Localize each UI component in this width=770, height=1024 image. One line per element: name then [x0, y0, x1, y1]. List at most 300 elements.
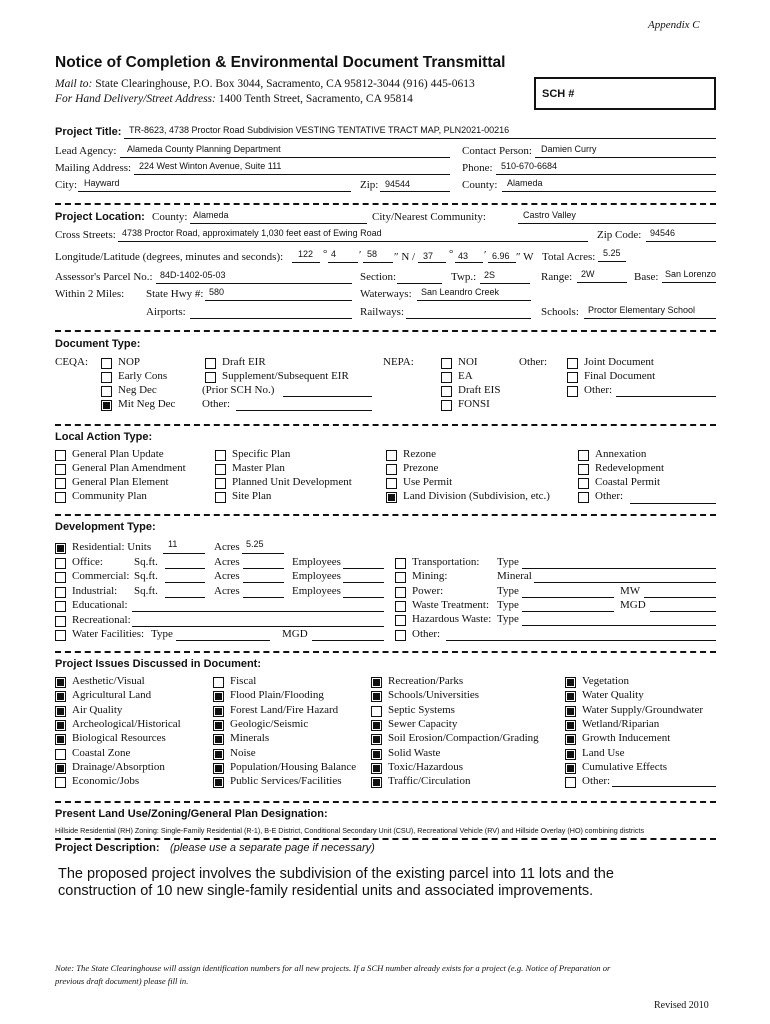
checkbox-label-neg-dec: Neg Dec	[118, 384, 157, 396]
dev-line	[132, 611, 384, 612]
dev-right-line	[522, 568, 716, 569]
project-location-heading: Project Location:	[55, 211, 145, 223]
checkbox-label-vegetation: Vegetation	[582, 675, 630, 687]
dev-type-label: Type	[497, 585, 519, 597]
checkbox-traffic-circulation[interactable]	[371, 777, 382, 788]
project-title-value[interactable]: TR-8623, 4738 Proctor Road Subdivision VESTING TENTATIVE TRACT MAP, PLN2021-00216	[129, 125, 510, 135]
airports-label: Airports:	[146, 306, 186, 318]
ceqa-label: CEQA:	[55, 356, 88, 368]
checkbox-label-community-plan: Community Plan	[72, 490, 147, 502]
sqft-label: Sq.ft.	[134, 570, 158, 582]
project-title-line	[124, 138, 716, 139]
employees-label: Employees	[292, 585, 341, 597]
checkbox-hazardous-waste[interactable]	[395, 615, 406, 626]
checkbox-fonsi[interactable]	[441, 400, 452, 411]
checkbox-label-growth-inducement: Growth Inducement	[582, 732, 671, 744]
lat-degrees-line	[418, 262, 446, 263]
checkbox-other[interactable]	[578, 492, 589, 503]
community-line	[518, 223, 716, 224]
issues-other-line	[612, 786, 716, 787]
checkbox-draft-eis[interactable]	[441, 386, 452, 397]
checkbox-solid-waste[interactable]	[371, 749, 382, 760]
section-divider	[55, 203, 716, 205]
checkbox-cumulative-effects[interactable]	[565, 763, 576, 774]
twp-line	[480, 283, 530, 284]
local-action-heading: Local Action Type:	[55, 431, 153, 443]
railways-label: Railways:	[360, 306, 404, 318]
revised-label: Revised 2010	[654, 1000, 709, 1011]
checkbox-label-draft-eir: Draft EIR	[222, 356, 266, 368]
acres-line	[243, 568, 284, 569]
checkbox-label-other: Other:	[595, 490, 624, 502]
checkbox-label-noise: Noise	[230, 747, 256, 759]
contact-person-value[interactable]: Damien Curry	[541, 144, 597, 154]
hand-delivery-line: For Hand Delivery/Street Address: 1400 Tenth Street, Sacramento, CA 95814	[55, 93, 413, 105]
checkbox-label-fonsi: FONSI	[458, 398, 490, 410]
lon-seconds[interactable]: 58	[367, 249, 378, 259]
seconds-w-label: ″ W	[516, 251, 534, 263]
checkbox-label-water-supply-groundwater: Water Supply/Groundwater	[582, 704, 703, 716]
land-use-heading: Present Land Use/Zoning/General Plan Designation:	[55, 808, 328, 820]
checkbox-label-hazardous-waste: Hazardous Waste:	[412, 613, 492, 625]
twp-value[interactable]: 2S	[484, 270, 496, 280]
lat-seconds[interactable]: 6.96	[492, 251, 510, 261]
doc-other-line	[616, 396, 716, 397]
schools-label: Schools:	[541, 306, 579, 318]
checkbox-label-recreation-parks: Recreation/Parks	[388, 675, 464, 687]
checkbox-nop[interactable]	[101, 358, 112, 369]
dev-line	[132, 626, 384, 627]
checkbox-economic-jobs[interactable]	[55, 777, 66, 788]
checkbox-septic-systems[interactable]	[371, 706, 382, 717]
phone-value[interactable]: 510-670-6684	[501, 161, 558, 171]
checkbox-label-land-division-subdivision-etc: Land Division (Subdivision, etc.)	[403, 490, 550, 502]
minute-symbol: ′	[359, 249, 362, 261]
appendix-label: Appendix C	[648, 19, 700, 31]
checkbox-site-plan[interactable]	[215, 492, 226, 503]
checkbox-label-soil-erosion-compaction-grading: Soil Erosion/Compaction/Grading	[388, 732, 539, 744]
footer-note-line1: Note: The State Clearinghouse will assign identification numbers for all new projects. If a SCH number already exists for a project (e.g. Notice of Preparation or	[55, 963, 611, 973]
lead-agency-value[interactable]: Alameda County Planning Department	[127, 144, 281, 154]
dev-type-label: Type	[497, 556, 519, 568]
state-hwy-line	[205, 300, 352, 301]
waterways-label: Waterways:	[360, 288, 412, 300]
form-title: Notice of Completion & Environmental Document Transmittal	[55, 54, 506, 71]
location-county-line	[190, 223, 367, 224]
checkbox-label-wetland-riparian: Wetland/Riparian	[582, 718, 660, 730]
checkbox-noise[interactable]	[213, 749, 224, 760]
checkbox-noi[interactable]	[441, 358, 452, 369]
zip-code-line	[646, 241, 716, 242]
checkbox-label-recreational: Recreational:	[72, 614, 131, 626]
checkbox-recreation-parks[interactable]	[371, 677, 382, 688]
checkbox-label-solid-waste: Solid Waste	[388, 747, 441, 759]
sqft-line	[165, 568, 205, 569]
community-value[interactable]: Castro Valley	[523, 210, 576, 220]
section-divider	[55, 330, 716, 332]
acres-line	[243, 597, 284, 598]
apn-value[interactable]: 84D-1402-05-03	[160, 270, 226, 280]
checkbox-general-plan-amendment[interactable]	[55, 464, 66, 475]
lon-degrees-line	[292, 262, 320, 263]
checkbox-label-nop: NOP	[118, 356, 141, 368]
checkbox-label-cumulative-effects: Cumulative Effects	[582, 761, 668, 773]
dev-type-label: Type	[497, 599, 519, 611]
section-divider	[55, 838, 716, 840]
checkbox-neg-dec[interactable]	[101, 386, 112, 397]
checkbox-label-forest-land-fire-hazard: Forest Land/Fire Hazard	[230, 704, 339, 716]
waste-mgd-label: MGD	[620, 599, 646, 611]
total-acres-label: Total Acres:	[542, 251, 596, 263]
checkbox-archeological-historical[interactable]	[55, 720, 66, 731]
total-acres-value[interactable]: 5.25	[603, 248, 621, 258]
checkbox-label-mining: Mining:	[412, 570, 448, 582]
checkbox-specific-plan[interactable]	[215, 450, 226, 461]
checkbox-recreational[interactable]	[55, 616, 66, 627]
lat-minutes[interactable]: 43	[458, 251, 469, 261]
location-county-label: County:	[152, 211, 188, 223]
phone-line	[496, 174, 716, 175]
dev-type-label: Mineral	[497, 570, 532, 582]
project-description-note: (please use a separate page if necessary)	[170, 842, 375, 854]
water-mgd-line	[312, 640, 384, 641]
sqft-label: Sq.ft.	[134, 556, 158, 568]
water-type-label: Type	[151, 628, 173, 640]
range-label: Range:	[541, 271, 573, 283]
checkbox-land-use[interactable]	[565, 749, 576, 760]
checkbox-label-master-plan: Master Plan	[232, 462, 285, 474]
checkbox-mit-neg-dec[interactable]	[101, 400, 112, 411]
checkbox-label-site-plan: Site Plan	[232, 490, 272, 502]
checkbox-water-supply-groundwater[interactable]	[565, 706, 576, 717]
checkbox-label-geologic-seismic: Geologic/Seismic	[230, 718, 309, 730]
contact-person-label: Contact Person:	[462, 145, 532, 157]
checkbox-growth-inducement[interactable]	[565, 734, 576, 745]
waterways-line	[417, 300, 531, 301]
checkbox-drainage-absorption[interactable]	[55, 763, 66, 774]
doc-other-label: Other:	[519, 356, 548, 368]
checkbox-toxic-hazardous[interactable]	[371, 763, 382, 774]
checkbox-label-traffic-circulation: Traffic/Circulation	[388, 775, 471, 787]
airports-line	[190, 318, 352, 319]
checkbox-population-housing-balance[interactable]	[213, 763, 224, 774]
employees-line	[343, 568, 384, 569]
checkbox-label-use-permit: Use Permit	[403, 476, 453, 488]
dev-type-label: Type	[497, 613, 519, 625]
residential-acres-value[interactable]: 5.25	[246, 539, 264, 549]
zip-code-value[interactable]: 94546	[650, 228, 676, 238]
zip-line	[380, 191, 450, 192]
county-label: County:	[462, 179, 498, 191]
checkbox-label-other: Other:	[582, 775, 611, 787]
minute-symbol: ′	[484, 249, 487, 261]
lead-agency-line	[120, 157, 450, 158]
cross-streets-value[interactable]: 4738 Proctor Road, approximately 1,030 feet east of Ewing Road	[122, 228, 382, 238]
acres-label: Acres	[214, 585, 240, 597]
checkbox-label-toxic-hazardous: Toxic/Hazardous	[388, 761, 463, 773]
sqft-label: Sq.ft.	[134, 585, 158, 597]
residential-units-value[interactable]: 11	[168, 539, 178, 549]
checkbox-office[interactable]	[55, 558, 66, 569]
seconds-n-label: ″ N /	[394, 251, 416, 263]
section-divider	[55, 514, 716, 516]
checkbox-ea[interactable]	[441, 372, 452, 383]
dev-right-line	[534, 582, 716, 583]
apn-line	[156, 283, 352, 284]
checkbox-flood-plain-flooding[interactable]	[213, 691, 224, 702]
checkbox-draft-eir[interactable]	[205, 358, 216, 369]
contact-person-line	[535, 157, 716, 158]
nepa-label: NEPA:	[383, 356, 414, 368]
checkbox-label-agricultural-land: Agricultural Land	[72, 689, 152, 701]
checkbox-forest-land-fire-hazard[interactable]	[213, 706, 224, 717]
checkbox-label-coastal-zone: Coastal Zone	[72, 747, 131, 759]
checkbox-label-specific-plan: Specific Plan	[232, 448, 291, 460]
checkbox-aesthetic-visual[interactable]	[55, 677, 66, 688]
checkbox-waste-treatment[interactable]	[395, 601, 406, 612]
checkbox-label-draft-eis: Draft EIS	[458, 384, 501, 396]
checkbox-label-drainage-absorption: Drainage/Absorption	[72, 761, 165, 773]
section-divider	[55, 424, 716, 426]
zip-code-label: Zip Code:	[597, 229, 642, 241]
city-label: City:	[55, 179, 78, 191]
checkbox-industrial[interactable]	[55, 587, 66, 598]
checkbox-label-final-document: Final Document	[584, 370, 656, 382]
city-value[interactable]: Hayward	[84, 178, 120, 188]
checkbox-label-mit-neg-dec: Mit Neg Dec	[118, 398, 176, 410]
latlon-label: Longitude/Latitude (degrees, minutes and seconds):	[55, 251, 284, 263]
checkbox-use-permit[interactable]	[386, 478, 397, 489]
checkbox-vegetation[interactable]	[565, 677, 576, 688]
checkbox-label-public-services-facilities: Public Services/Facilities	[230, 775, 342, 787]
power-mw-line	[644, 597, 716, 598]
ceqa-other-line	[236, 410, 372, 411]
checkbox-label-redevelopment: Redevelopment	[595, 462, 665, 474]
checkbox-final-document[interactable]	[567, 372, 578, 383]
checkbox-label-noi: NOI	[458, 356, 478, 368]
checkbox-early-cons[interactable]	[101, 372, 112, 383]
project-title-label: Project Title:	[55, 126, 122, 138]
project-description-heading: Project Description:	[55, 842, 160, 854]
residential-acres-label: Acres	[214, 541, 240, 553]
water-mgd-label: MGD	[282, 628, 308, 640]
checkbox-water-facilities[interactable]	[55, 630, 66, 641]
cross-streets-label: Cross Streets:	[55, 229, 116, 241]
checkbox-label-office: Office:	[72, 556, 103, 568]
checkbox-label-flood-plain-flooding: Flood Plain/Flooding	[230, 689, 324, 701]
lat-seconds-line	[488, 262, 516, 263]
checkbox-rezone[interactable]	[386, 450, 397, 461]
checkbox-water-quality[interactable]	[565, 691, 576, 702]
checkbox-residential-units[interactable]	[55, 543, 66, 554]
checkbox-master-plan[interactable]	[215, 464, 226, 475]
acres-line	[243, 582, 284, 583]
waste-mgd-line	[650, 611, 716, 612]
checkbox-supplement-subsequent-eir[interactable]	[205, 372, 216, 383]
checkbox-sewer-capacity[interactable]	[371, 720, 382, 731]
footer-note-line2: previous draft document) please fill in.	[55, 976, 189, 986]
zip-label: Zip:	[360, 179, 379, 191]
apn-label: Assessor's Parcel No.:	[55, 271, 153, 283]
state-hwy-label: State Hwy #:	[146, 288, 204, 300]
checkbox-redevelopment[interactable]	[578, 464, 589, 475]
checkbox-wetland-riparian[interactable]	[565, 720, 576, 731]
checkbox-geologic-seismic[interactable]	[213, 720, 224, 731]
checkbox-other[interactable]	[395, 630, 406, 641]
checkbox-label-schools-universities: Schools/Universities	[388, 689, 480, 701]
checkbox-label-water-quality: Water Quality	[582, 689, 644, 701]
checkbox-label-rezone: Rezone	[403, 448, 436, 460]
power-type-line	[522, 597, 614, 598]
checkbox-annexation[interactable]	[578, 450, 589, 461]
checkbox-label-supplement-subsequent-eir: Supplement/Subsequent EIR	[222, 370, 349, 382]
checkbox-label-archeological-historical: Archeological/Historical	[72, 718, 181, 730]
employees-label: Employees	[292, 556, 341, 568]
checkbox-air-quality[interactable]	[55, 706, 66, 717]
checkbox-coastal-permit[interactable]	[578, 478, 589, 489]
employees-line	[343, 582, 384, 583]
sch-number-box[interactable]	[534, 77, 716, 110]
checkbox-label-planned-unit-development: Planned Unit Development	[232, 476, 352, 488]
checkbox-label-sewer-capacity: Sewer Capacity	[388, 718, 458, 730]
checkbox-label-general-plan-amendment: General Plan Amendment	[72, 462, 186, 474]
employees-line	[343, 597, 384, 598]
dev-other-line	[446, 640, 716, 641]
residential-units-line	[163, 553, 205, 554]
sch-label: SCH #	[542, 88, 575, 100]
water-type-line	[176, 640, 270, 641]
city-line	[78, 191, 351, 192]
prior-sch-label: (Prior SCH No.)	[202, 384, 275, 396]
railways-line	[406, 318, 531, 319]
checkbox-mining[interactable]	[395, 572, 406, 583]
project-issues-heading: Project Issues Discussed in Document:	[55, 658, 262, 670]
twp-label: Twp.:	[451, 271, 477, 283]
community-label: City/Nearest Community:	[372, 211, 486, 223]
checkbox-joint-document[interactable]	[567, 358, 578, 369]
local-other-line	[630, 503, 716, 504]
checkbox-label-economic-jobs: Economic/Jobs	[72, 775, 140, 787]
checkbox-label-commercial: Commercial:	[72, 570, 130, 582]
checkbox-label-waste-treatment: Waste Treatment:	[412, 599, 490, 611]
checkbox-community-plan[interactable]	[55, 492, 66, 503]
checkbox-label-early-cons: Early Cons	[118, 370, 168, 382]
checkbox-prezone[interactable]	[386, 464, 397, 475]
checkbox-schools-universities[interactable]	[371, 691, 382, 702]
mailing-address-line	[134, 174, 450, 175]
lon-minutes-line	[328, 262, 358, 263]
checkbox-label-water-facilities: Water Facilities:	[72, 628, 145, 640]
sqft-line	[165, 582, 205, 583]
section-divider	[55, 651, 716, 653]
checkbox-educational[interactable]	[55, 601, 66, 612]
checkbox-biological-resources[interactable]	[55, 734, 66, 745]
state-hwy-value[interactable]: 580	[209, 287, 225, 297]
employees-label: Employees	[292, 570, 341, 582]
checkbox-label-land-use: Land Use	[582, 747, 625, 759]
degree-symbol: °	[449, 248, 454, 260]
lead-agency-label: Lead Agency:	[55, 145, 117, 157]
checkbox-label-ea: EA	[458, 370, 473, 382]
schools-line	[584, 318, 716, 319]
checkbox-public-services-facilities[interactable]	[213, 777, 224, 788]
checkbox-label-power: Power:	[412, 585, 444, 597]
lat-minutes-line	[455, 262, 483, 263]
checkbox-planned-unit-development[interactable]	[215, 478, 226, 489]
checkbox-label-fiscal: Fiscal	[230, 675, 257, 687]
checkbox-label-annexation: Annexation	[595, 448, 647, 460]
checkbox-label-prezone: Prezone	[403, 462, 439, 474]
county-line	[502, 191, 716, 192]
dev-right-line	[522, 625, 716, 626]
checkbox-other[interactable]	[567, 386, 578, 397]
checkbox-label-residential-units: Residential: Units	[72, 541, 152, 553]
project-description-line2[interactable]: construction of 10 new single-family residential units and associated improvements.	[58, 883, 594, 899]
checkbox-commercial[interactable]	[55, 572, 66, 583]
mail-to-line: Mail to: State Clearinghouse, P.O. Box 3044, Sacramento, CA 95812-3044 (916) 445-0613	[55, 78, 475, 90]
checkbox-general-plan-update[interactable]	[55, 450, 66, 461]
zip-value[interactable]: 94544	[385, 179, 411, 189]
checkbox-power[interactable]	[395, 587, 406, 598]
checkbox-fiscal[interactable]	[213, 677, 224, 688]
checkbox-label-aesthetic-visual: Aesthetic/Visual	[72, 675, 145, 687]
prior-sch-line	[283, 396, 372, 397]
waterways-value[interactable]: San Leandro Creek	[421, 287, 500, 297]
land-use-value[interactable]: Hillside Residential (RH) Zoning: Single-Family Residential (R-1), B-E District, Conditional Secondary Unit (CSU), Recreational Vehicle (RV) and Hillside Overlay (HO) combining districts	[55, 826, 645, 835]
range-line	[577, 282, 627, 283]
checkbox-minerals[interactable]	[213, 734, 224, 745]
checkbox-other[interactable]	[565, 777, 576, 788]
checkbox-label-joint-document: Joint Document	[584, 356, 654, 368]
lon-degrees[interactable]: 122	[298, 249, 314, 259]
project-description-line1[interactable]: The proposed project involves the subdivision of the existing parcel into 11 lots and the	[58, 866, 614, 882]
schools-value[interactable]: Proctor Elementary School	[588, 305, 696, 315]
total-acres-line	[598, 261, 626, 262]
lon-minutes[interactable]: 4	[331, 249, 337, 259]
checkbox-coastal-zone[interactable]	[55, 749, 66, 760]
lat-degrees[interactable]: 37	[423, 251, 434, 261]
base-line	[662, 282, 716, 283]
development-type-heading: Development Type:	[55, 521, 156, 533]
range-value[interactable]: 2W	[581, 269, 595, 279]
degree-symbol: °	[323, 248, 328, 260]
checkbox-soil-erosion-compaction-grading[interactable]	[371, 734, 382, 745]
checkbox-agricultural-land[interactable]	[55, 691, 66, 702]
location-county-value[interactable]: Alameda	[193, 210, 229, 220]
checkbox-general-plan-element[interactable]	[55, 478, 66, 489]
checkbox-label-industrial: Industrial:	[72, 585, 118, 597]
checkbox-label-population-housing-balance: Population/Housing Balance	[230, 761, 357, 773]
checkbox-label-general-plan-element: General Plan Element	[72, 476, 169, 488]
county-value[interactable]: Alameda	[507, 178, 543, 188]
checkbox-label-minerals: Minerals	[230, 732, 270, 744]
lon-seconds-line	[363, 262, 393, 263]
base-value[interactable]: San Lorenzo	[665, 269, 717, 279]
checkbox-label-other: Other:	[584, 384, 613, 396]
sqft-line	[165, 597, 205, 598]
section-label: Section:	[360, 271, 397, 283]
section-line	[397, 283, 442, 284]
waste-type-line	[522, 611, 614, 612]
checkbox-land-division-subdivision-etc[interactable]	[386, 492, 397, 503]
mailing-address-value[interactable]: 224 West Winton Avenue, Suite 111	[139, 161, 282, 171]
phone-label: Phone:	[462, 162, 493, 174]
checkbox-transportation[interactable]	[395, 558, 406, 569]
checkbox-label-air-quality: Air Quality	[72, 704, 123, 716]
mailing-address-label: Mailing Address:	[55, 162, 132, 174]
residential-acres-line	[242, 553, 284, 554]
cross-streets-line	[118, 241, 588, 242]
